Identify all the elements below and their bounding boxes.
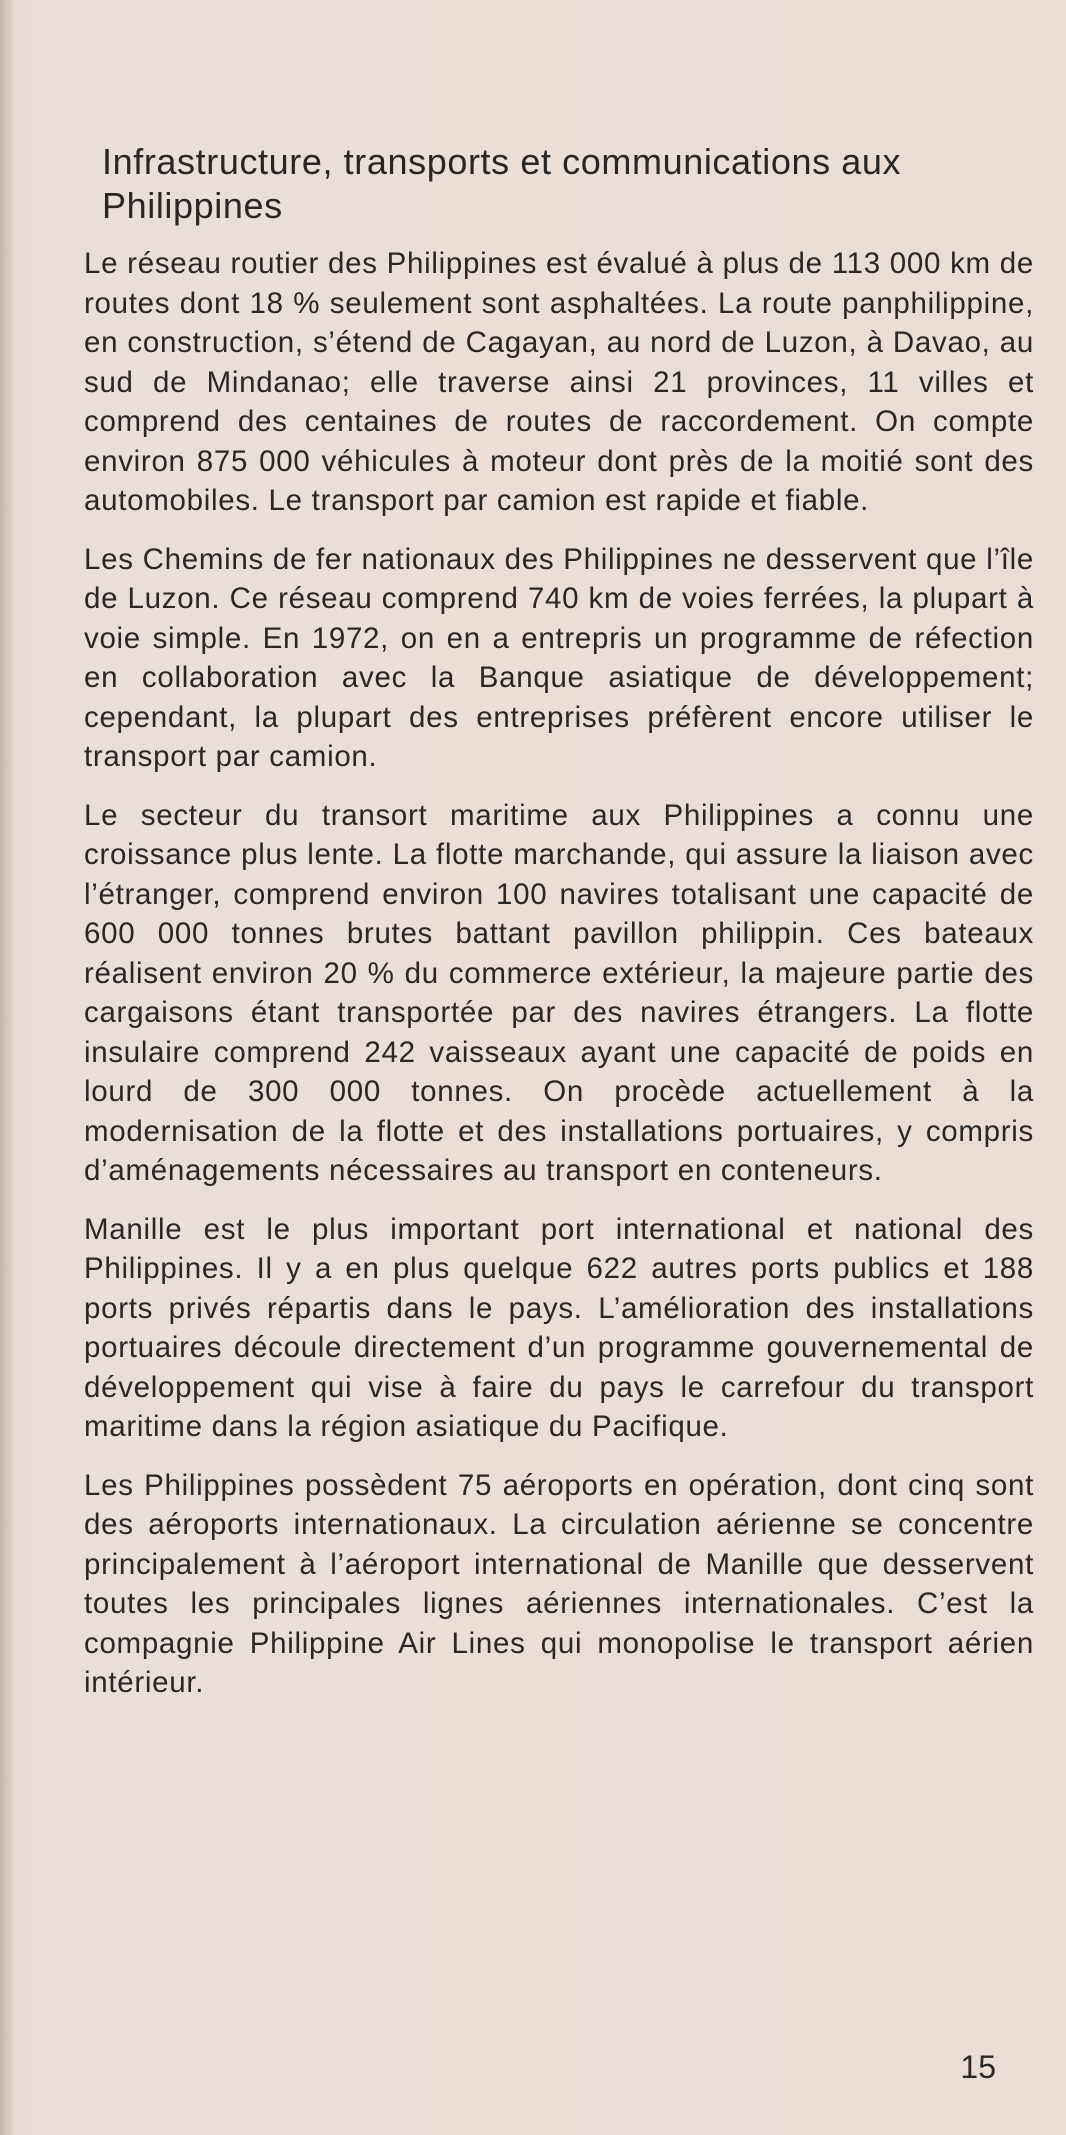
article	[84, 140, 1034, 1722]
paragraph-ports: Manille est le plus important port international et national des Philippines. Il y a en plus quelque 622 autres ports publics et 188 ports privés répartis dans le pays. L’amélioration des installations portuaires découle directement d’un programme gouvernemental de développement qui vise à faire du pays le carrefour du transport maritime dans la région asiatique du Pacifique.	[84, 1212, 1034, 1443]
paragraph-airports: Les Philippines possèdent 75 aéroports en opération, dont cinq sont des aéroports internationaux. La circulation aérienne se concentre principalement à l’aéroport international de Manille que desservent toutes les principales lignes aériennes internationales. C’est la compagnie Philippine Air Lines qui monopolise le transport aérien intérieur.	[84, 1468, 1034, 1699]
article-title: Infrastructure, transports et communications aux Philippines	[102, 141, 902, 226]
paragraph-railways: Les Chemins de fer nationaux des Philippines ne desservent que l’île de Luzon. Ce réseau comprend 740 km de voies ferrées, la plupart à voie simple. En 1972, on en a entrepris un programme de réfection en collaboration avec la Banque asiatique de développement; cependant, la plupart des entreprises préfèrent encore utiliser le transport par camion.	[84, 542, 1034, 773]
paragraph-roads: Le réseau routier des Philippines est évalué à plus de 113 000 km de routes dont 18 % seulement sont asphaltées. La route panphilippine, en construction, s’étend de Cagayan, au nord de Luzon, à Davao, au sud de Mindanao; elle traverse ainsi 21 provinces, 11 villes et comprend des centaines de routes de raccordement. On compte environ 875 000 véhicules à moteur dont près de la moitié sont des automobiles. Le transport par camion est rapide et fiable.	[84, 247, 1034, 517]
spine-shadow	[0, 0, 14, 2135]
paragraph-maritime: Le secteur du transort maritime aux Philippines a connu une croissance plus lente. La flotte marchande, qui assure la liaison avec l’étranger, comprend environ 100 navires totalisant une capacité de 600 000 tonnes brutes battant pavillon philippin. Ces bateaux réalisent environ 20 % du commerce extérieur, la majeure partie des cargaisons étant transportée par des navires étrangers. La flotte insulaire comprend 242 vaisseaux ayant une capacité de poids en lourd de 300 000 tonnes. On procède actuellement à la modernisation de la flotte et des installations portuaires, y compris d’aménagements nécessaires au transport en conteneurs.	[84, 798, 1034, 1187]
page-number: 15	[960, 2049, 996, 2085]
